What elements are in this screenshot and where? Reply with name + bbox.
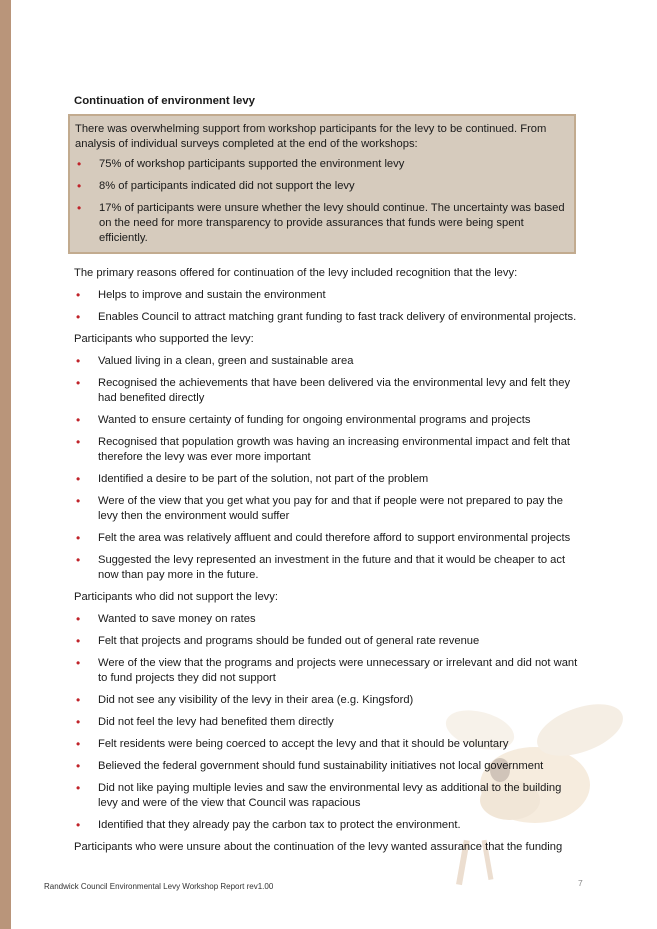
list-item: • 75% of workshop participants supported the environment levy [77, 157, 405, 171]
list-item: • Believed the federal government should fund sustainability initiatives not local government [76, 759, 544, 773]
list-item: • 8% of participants indicated did not support the levy [77, 179, 355, 193]
list-item: • Helps to improve and sustain the environment [76, 288, 326, 302]
bullet-icon: • [76, 494, 81, 508]
list-item: • Suggested the levy represented an investment in the future and that it would be cheaper to act now than pay more in the future. [76, 553, 566, 581]
list-item: • Valued living in a clean, green and sustainable area [76, 354, 354, 368]
page-footer: Randwick Council Environmental Levy Workshop Report rev1.00 [44, 882, 274, 891]
bullet-icon: • [76, 715, 81, 729]
list-item: • Were of the view that you get what you pay for and that if people were not prepared to pay the levy then the environment would suffer [76, 494, 563, 522]
bullet-icon: • [76, 354, 81, 368]
bullet-icon: • [76, 612, 81, 626]
list-item: • Did not feel the levy had benefited them directly [76, 715, 334, 729]
bullet-icon: • [76, 693, 81, 707]
left-margin-band [0, 0, 11, 929]
bullet-icon: • [76, 376, 81, 390]
not-supported-list [74, 612, 584, 833]
page-number: 7 [578, 878, 583, 888]
supported-list [74, 354, 584, 583]
bullet-icon: • [76, 737, 81, 751]
list-item: • Were of the view that the programs and projects were unnecessary or irrelevant and did not want to fund projects they did not support [76, 656, 578, 684]
document-body [74, 94, 584, 862]
bullet-icon: • [76, 818, 81, 832]
bullet-icon: • [76, 781, 81, 795]
list-item: • Recognised that population growth was having an increasing environmental impact and felt that therefore the levy was ever more important [76, 435, 571, 463]
supported-intro: Participants who supported the levy: [74, 333, 254, 345]
list-item: • Recognised the achievements that have been delivered via the environmental levy and felt they had benefited directly [76, 376, 571, 404]
bullet-icon: • [76, 310, 81, 324]
bullet-icon: • [77, 201, 82, 215]
list-item: • Felt that projects and programs should be funded out of general rate revenue [76, 634, 480, 648]
not-supported-intro: Participants who did not support the levy: [74, 591, 278, 603]
list-item: • Felt residents were being coerced to accept the levy and that it should be voluntary [76, 737, 509, 751]
bullet-icon: • [76, 553, 81, 567]
bullet-icon: • [76, 288, 81, 302]
bullet-icon: • [76, 472, 81, 486]
primary-reasons-intro: The primary reasons offered for continuation of the levy included recognition that the levy: [74, 267, 518, 279]
bullet-icon: • [76, 413, 81, 427]
list-item: • Wanted to ensure certainty of funding for ongoing environmental programs and projects [76, 413, 531, 427]
primary-reasons-list [74, 288, 584, 325]
list-item: • Enables Council to attract matching grant funding to fast track delivery of environmental projects. [76, 310, 577, 324]
list-item: • Felt the area was relatively affluent and could therefore afford to support environmental projects [76, 531, 571, 545]
list-item: • Wanted to save money on rates [76, 612, 256, 626]
list-item: • Did not see any visibility of the levy in their area (e.g. Kingsford) [76, 693, 414, 707]
bullet-icon: • [76, 531, 81, 545]
bullet-icon: • [77, 179, 82, 193]
bullet-icon: • [76, 435, 81, 449]
unsure-intro: Participants who were unsure about the continuation of the levy wanted assurance that the funding [74, 841, 563, 853]
list-item: • 17% of participants were unsure whether the levy should continue. The uncertainty was based on the need for more transparency to provide assurances that funds were being spent efficiently. [77, 201, 565, 244]
list-item: • Did not like paying multiple levies and saw the environmental levy as additional to the building levy and were of the view that Council was rapacious [76, 781, 562, 809]
callout-intro: There was overwhelming support from workshop participants for the levy to be continued. From analysis of individual surveys completed at the end of the workshops: [75, 123, 547, 150]
bullet-icon: • [76, 634, 81, 648]
survey-results-callout [68, 114, 576, 254]
list-item: • Identified that they already pay the carbon tax to protect the environment. [76, 818, 461, 832]
bullet-icon: • [77, 157, 82, 171]
bullet-icon: • [76, 656, 81, 670]
list-item: • Identified a desire to be part of the solution, not part of the problem [76, 472, 429, 486]
bullet-icon: • [76, 759, 81, 773]
callout-list [75, 157, 567, 246]
section-heading: Continuation of environment levy [74, 95, 255, 107]
